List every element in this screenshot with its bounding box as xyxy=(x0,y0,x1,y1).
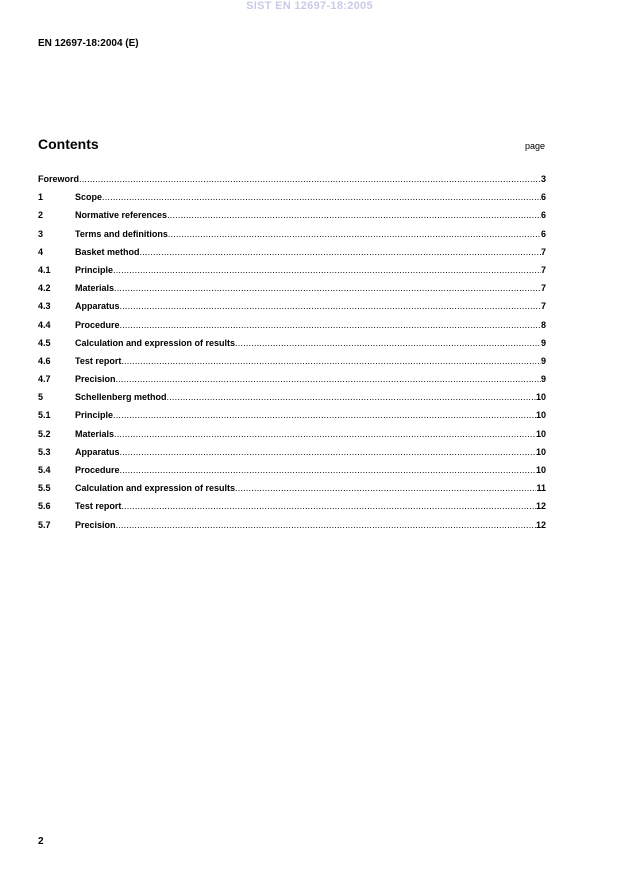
toc-entry[interactable] xyxy=(38,320,546,338)
toc-leader xyxy=(235,338,541,348)
toc-entry-page: 6 xyxy=(540,210,546,221)
toc-entry-title: Precision xyxy=(75,519,116,530)
toc-entry-title: Apparatus xyxy=(75,301,120,312)
toc-entry[interactable] xyxy=(38,429,546,447)
page-number: 2 xyxy=(38,836,44,847)
toc-entry-number: 4.7 xyxy=(38,374,51,385)
toc-entry[interactable] xyxy=(38,410,546,428)
toc-entry-page: 3 xyxy=(540,174,546,184)
toc-entry[interactable] xyxy=(38,465,546,483)
toc-entry-title: Schellenberg method xyxy=(75,392,167,403)
toc-entry-page: 12 xyxy=(535,501,546,512)
toc-entry-page: 7 xyxy=(540,301,546,312)
toc-leader xyxy=(121,356,541,366)
toc-entry-title: Procedure xyxy=(75,319,120,330)
toc-entry-page: 6 xyxy=(540,228,546,239)
toc-leader xyxy=(120,447,536,457)
toc-entry-page: 10 xyxy=(535,428,546,439)
page-column-label: page xyxy=(524,141,545,151)
toc-entry-number: 5.4 xyxy=(38,465,51,475)
toc-entry-number: 4.1 xyxy=(38,264,51,275)
toc-entry-number: 5.2 xyxy=(38,428,51,439)
toc-entry[interactable] xyxy=(38,447,546,465)
toc-entry-number: 5.7 xyxy=(38,519,51,530)
toc-entry-number: 5 xyxy=(38,392,44,403)
toc-leader xyxy=(114,283,541,293)
toc-entry[interactable] xyxy=(38,301,546,319)
toc-entry-title: Scope xyxy=(75,192,103,203)
toc-entry-page: 10 xyxy=(535,465,546,475)
toc-entry-number: 5.3 xyxy=(38,446,51,457)
toc-leader xyxy=(116,374,541,384)
toc-entry-title: Procedure xyxy=(75,465,120,475)
toc-entry[interactable] xyxy=(38,265,546,283)
toc-entry[interactable] xyxy=(38,356,546,374)
contents-heading: Contents xyxy=(38,136,99,152)
toc-entry-page: 6 xyxy=(540,192,546,203)
toc-leader xyxy=(167,210,541,220)
toc-entry-title: Materials xyxy=(75,283,115,294)
toc-entry[interactable] xyxy=(38,229,546,247)
toc-leader xyxy=(235,483,536,493)
toc-entry[interactable] xyxy=(38,247,546,265)
toc-leader xyxy=(120,320,541,330)
toc-leader xyxy=(102,192,541,202)
toc-entry-number: 5.5 xyxy=(38,483,51,494)
toc-leader xyxy=(168,229,541,239)
toc-entry[interactable] xyxy=(38,192,546,210)
toc-entry-title: Precision xyxy=(75,374,116,385)
toc-leader xyxy=(121,501,536,511)
toc-leader xyxy=(116,520,536,530)
toc-entry-foreword[interactable] xyxy=(38,174,546,192)
toc-entry-title: Calculation and expression of results xyxy=(75,483,236,494)
toc-entry-title: Basket method xyxy=(75,246,140,257)
toc-entry-page: 8 xyxy=(540,319,546,330)
toc-entry-number: 5.1 xyxy=(38,410,51,421)
toc-entry-title: Apparatus xyxy=(75,446,120,457)
toc-entry-number: 4.3 xyxy=(38,301,51,312)
toc-entry-page: 7 xyxy=(540,283,546,294)
toc-leader xyxy=(113,410,536,420)
toc-entry-title: Materials xyxy=(75,428,115,439)
table-of-contents xyxy=(38,174,546,538)
toc-entry-title: Test report xyxy=(75,501,122,512)
toc-entry[interactable] xyxy=(38,210,546,228)
toc-leader xyxy=(79,174,541,184)
toc-entry-number: 2 xyxy=(38,210,44,221)
toc-leader xyxy=(140,247,541,257)
toc-entry-title: Foreword xyxy=(38,174,80,184)
toc-leader xyxy=(120,301,541,311)
toc-entry[interactable] xyxy=(38,501,546,519)
document-id: EN 12697-18:2004 (E) xyxy=(38,38,139,49)
toc-entry-number: 4.6 xyxy=(38,355,51,366)
toc-entry-title: Calculation and expression of results xyxy=(75,337,236,348)
toc-leader xyxy=(113,265,541,275)
toc-entry-number: 4.4 xyxy=(38,319,51,330)
toc-entry-page: 12 xyxy=(535,519,546,530)
toc-entry-title: Principle xyxy=(75,410,114,421)
toc-entry[interactable] xyxy=(38,283,546,301)
toc-entry-page: 11 xyxy=(536,483,546,494)
toc-entry-title: Terms and definitions xyxy=(75,228,168,239)
toc-entry-title: Normative references xyxy=(75,210,168,221)
toc-entry-page: 7 xyxy=(540,264,546,275)
toc-entry[interactable] xyxy=(38,374,546,392)
toc-entry[interactable] xyxy=(38,520,546,538)
toc-leader xyxy=(167,392,536,402)
toc-entry-number: 5.6 xyxy=(38,501,51,512)
toc-entry-page: 9 xyxy=(540,337,546,348)
toc-entry-page: 9 xyxy=(540,355,546,366)
toc-entry-number: 1 xyxy=(38,192,44,203)
toc-entry-page: 10 xyxy=(535,410,546,421)
toc-entry-number: 3 xyxy=(38,228,44,239)
toc-entry-page: 10 xyxy=(535,446,546,457)
toc-entry-title: Test report xyxy=(75,355,122,366)
toc-entry-number: 4.5 xyxy=(38,337,51,348)
watermark: SIST EN 12697-18:2005 xyxy=(246,0,373,12)
toc-entry-number: 4 xyxy=(38,246,44,257)
toc-entry-page: 7 xyxy=(540,246,546,257)
toc-entry-number: 4.2 xyxy=(38,283,51,294)
toc-entry-title: Principle xyxy=(75,264,114,275)
toc-entry-page: 9 xyxy=(540,374,546,385)
toc-entry[interactable] xyxy=(38,392,546,410)
toc-entry[interactable] xyxy=(38,338,546,356)
toc-entry-page: 10 xyxy=(535,392,546,403)
toc-leader xyxy=(120,465,536,475)
toc-entry[interactable] xyxy=(38,483,546,501)
toc-leader xyxy=(114,429,536,439)
